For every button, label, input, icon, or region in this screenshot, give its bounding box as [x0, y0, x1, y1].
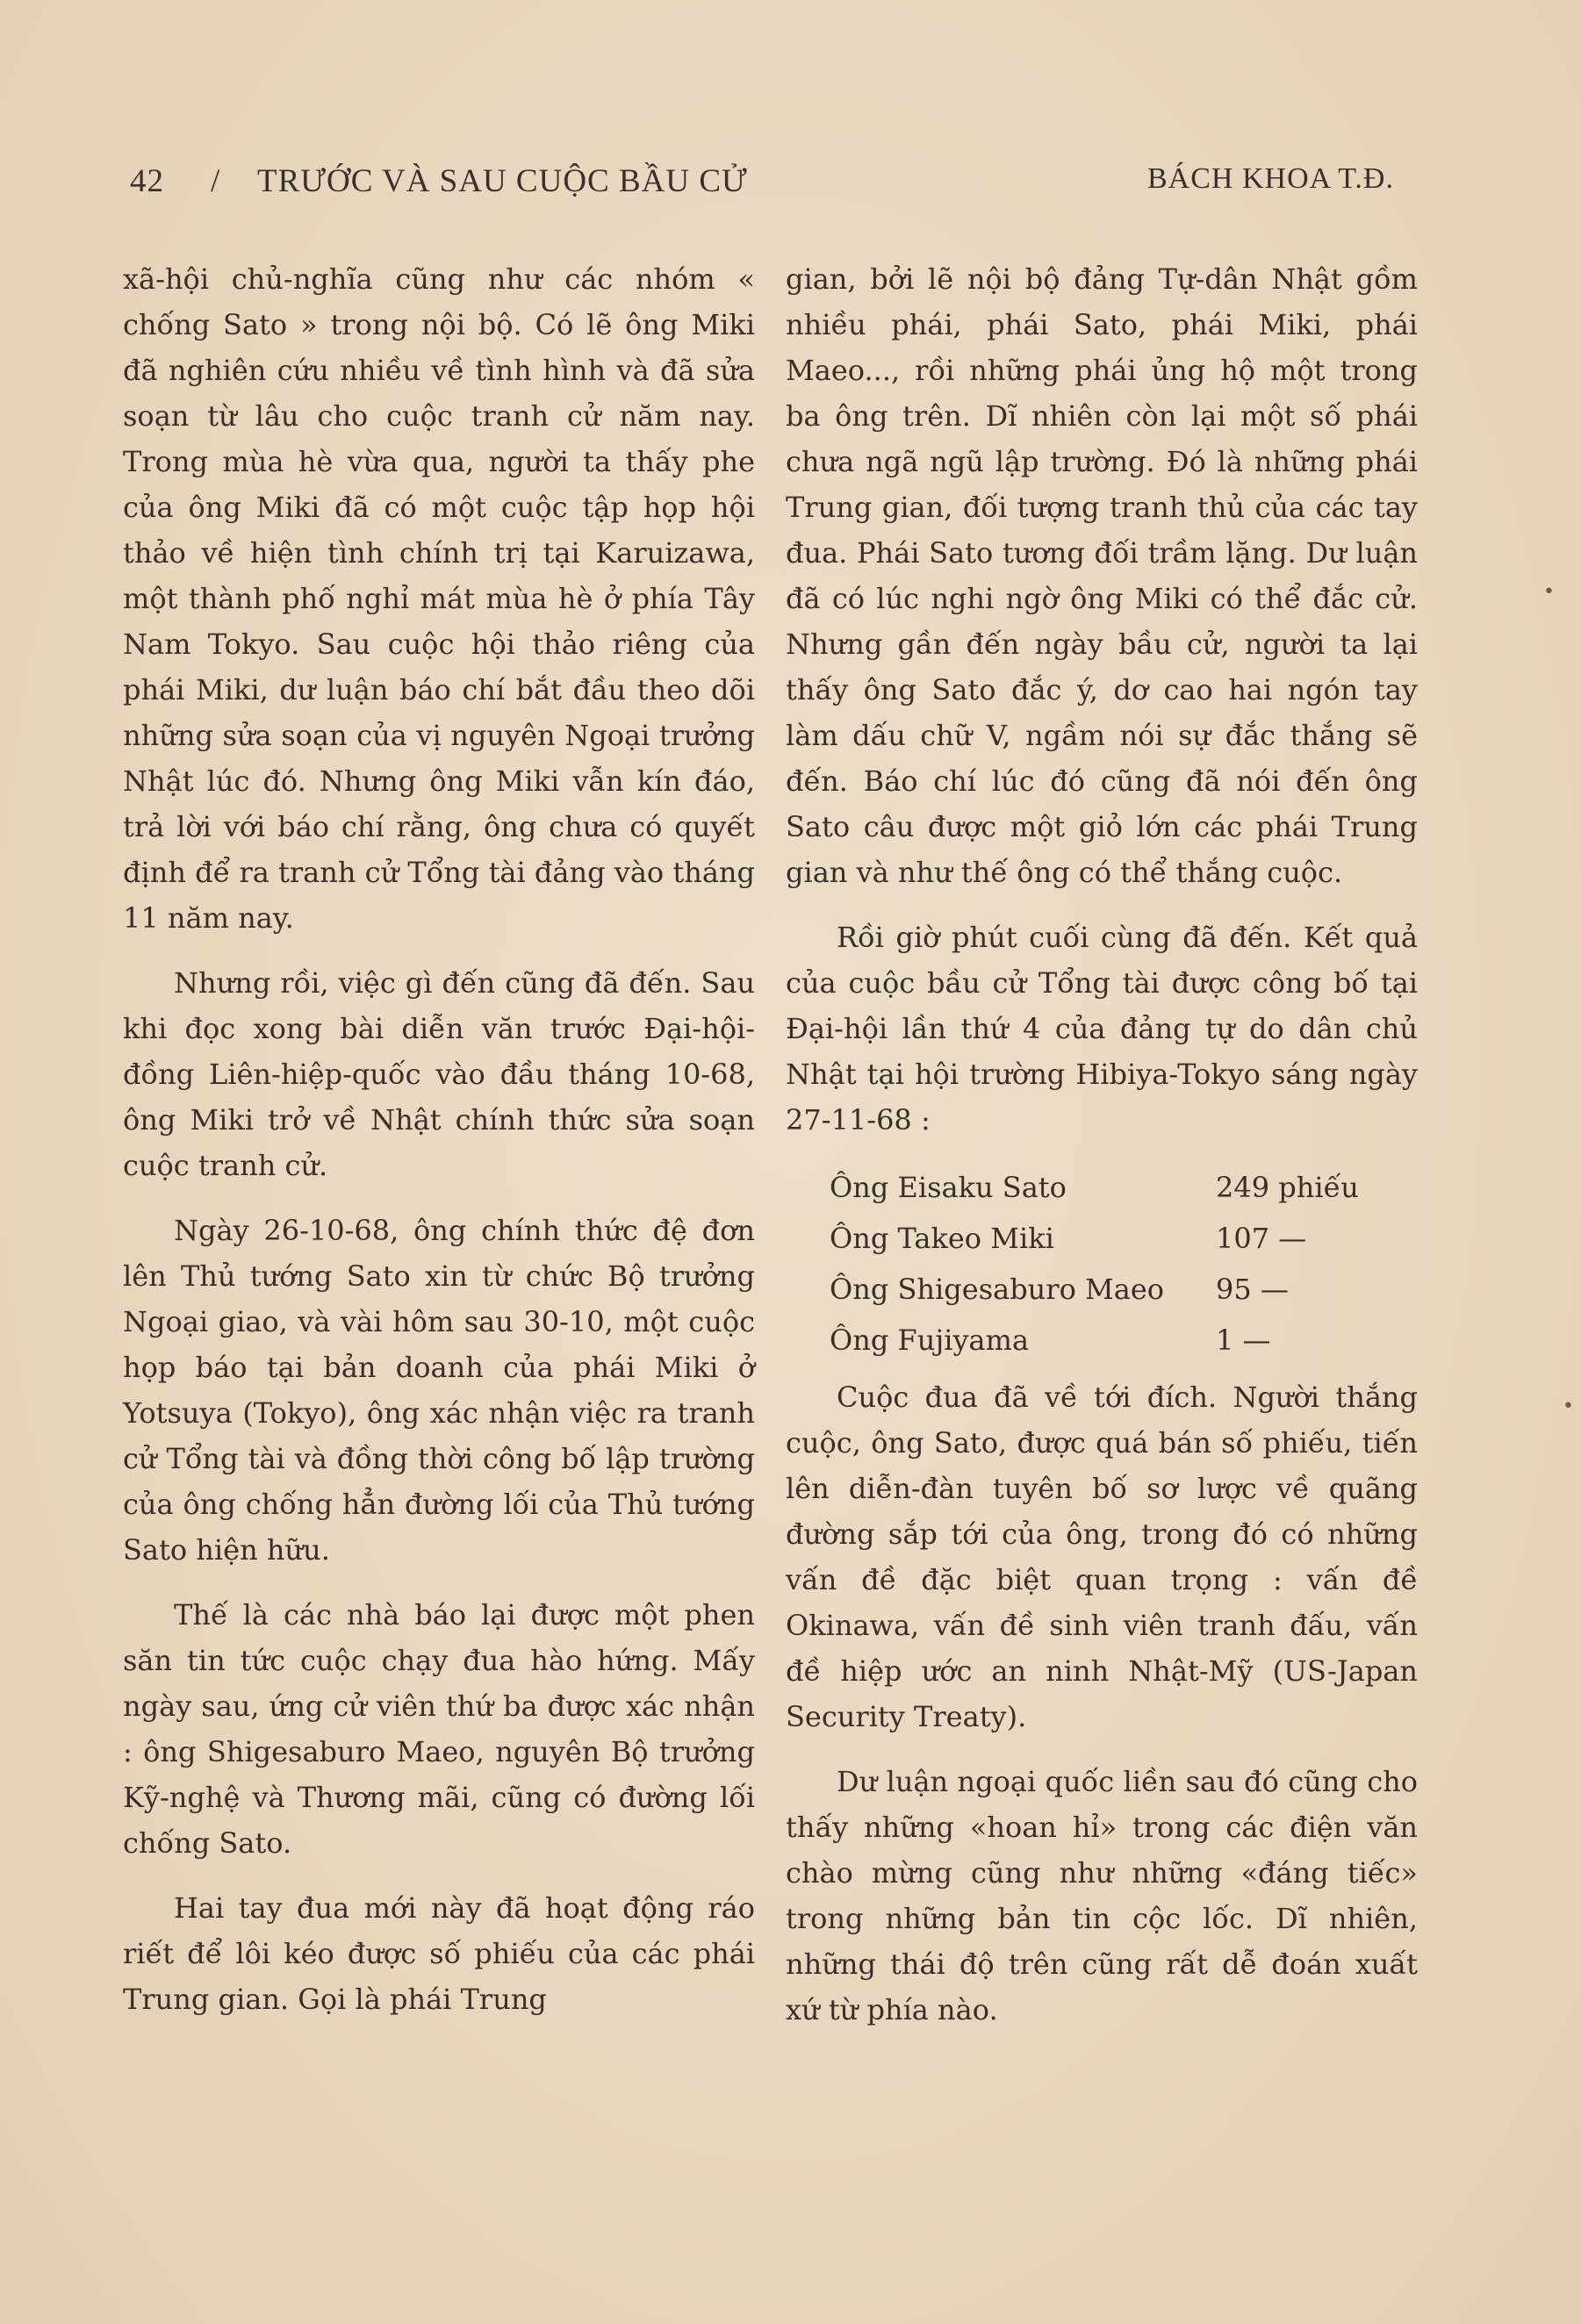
paragraph: Cuộc đua đã về tới đích. Người thắng cuộc, ông Sato, được quá bán số phiếu, tiến lên diễn-đàn tuyên bố sơ lược về quãng đường sắp tới của ông, trong đó có những vấn đề đặc biệt quan trọng : vấn đề Okinawa, vấn đề sinh viên tranh đấu, vấn đề hiệp ước an ninh Nhật-Mỹ (US-Japan Security Treaty). [786, 1381, 1418, 1733]
header-separator: / [211, 163, 221, 199]
margin-mark: • [1563, 1395, 1574, 1417]
left-column [123, 256, 755, 2041]
paragraph: gian, bởi lẽ nội bộ đảng Tự-dân Nhật gồm nhiều phái, phái Sato, phái Miki, phái Maeo..., rồi những phái ủng hộ một trong ba ông trên. Dĩ nhiên còn lại một số phái chưa ngã ngũ lập trường. Đó là những phái Trung gian, đối tượng tranh thủ của các tay đua. Phái Sato tương đối trầm lặng. Dư luận đã có lúc nghi ngờ ông Miki có thể đắc cử. Nhưng gần đến ngày bầu cử, người ta lại thấy ông Sato đắc ý, dơ cao hai ngón tay làm dấu chữ V, ngầm nói sự đắc thắng sẽ đến. Báo chí lúc đó cũng đã nói đến ông Sato câu được một giỏ lớn các phái Trung gian và như thế ông có thể thắng cuộc. [786, 262, 1418, 889]
vote-count: 1 — [1216, 1323, 1271, 1357]
page-number: 42 [130, 163, 164, 199]
vote-row [830, 1162, 1418, 1213]
page-header [130, 162, 1394, 206]
paragraph: Nhưng rồi, việc gì đến cũng đã đến. Sau khi đọc xong bài diễn văn trước Đại-hội-đồng Liên-hiệp-quốc vào đầu tháng 10-68, ông Miki trở về Nhật chính thức sửa soạn cuộc tranh cử. [123, 966, 755, 1182]
vote-count: 107 — [1216, 1222, 1307, 1255]
right-column [786, 256, 1418, 2052]
vote-results-table [830, 1162, 1418, 1366]
vote-row [830, 1264, 1418, 1315]
candidate-name: Ông Fujiyama [830, 1323, 1030, 1357]
vote-count: 249 phiếu [1216, 1171, 1359, 1204]
paragraph: Ngày 26-10-68, ông chính thức đệ đơn lên Thủ tướng Sato xin từ chức Bộ trưởng Ngoại giao, và vài hôm sau 30-10, một cuộc họp báo tại bản doanh của phái Miki ở Yotsuya (Tokyo), ông xác nhận việc ra tranh cử Tổng tài và đồng thời công bố lập trường của ông chống hẳn đường lối của Thủ tướng Sato hiện hữu. [123, 1214, 755, 1567]
paragraph: Hai tay đua mới này đã hoạt động ráo riết để lôi kéo được số phiếu của các phái Trung gian. Gọi là phái Trung [123, 1891, 755, 2016]
article-title: TRƯỚC VÀ SAU CUỘC BẦU CỬ [257, 163, 748, 199]
paragraph: Thế là các nhà báo lại được một phen săn tin tức cuộc chạy đua hào hứng. Mấy ngày sau, ứng cử viên thứ ba được xác nhận : ông Shigesaburo Maeo, nguyên Bộ trưởng Kỹ-nghệ và Thương mãi, cũng có đường lối chống Sato. [123, 1598, 755, 1860]
paragraph: Dư luận ngoại quốc liền sau đó cũng cho thấy những «hoan hỉ» trong các điện văn chào mừng cũng như những «đáng tiếc» trong những bản tin cộc lốc. Dĩ nhiên, những thái độ trên cũng rất dễ đoán xuất xứ từ phía nào. [786, 1765, 1418, 2026]
margin-mark: • [1543, 581, 1555, 603]
vote-row [830, 1213, 1418, 1264]
vote-count: 95 — [1216, 1273, 1289, 1306]
candidate-name: Ông Takeo Miki [830, 1222, 1054, 1255]
candidate-name: Ông Eisaku Sato [830, 1171, 1067, 1204]
paragraph: xã-hội chủ-nghĩa cũng như các nhóm « chống Sato » trong nội bộ. Có lẽ ông Miki đã nghiên cứu nhiều về tình hình và đã sửa soạn từ lâu cho cuộc tranh cử năm nay. Trong mùa hè vừa qua, người ta thấy phe của ông Miki đã có một cuộc tập họp hội thảo về hiện tình chính trị tại Karuizawa, một thành phố nghỉ mát mùa hè ở phía Tây Nam Tokyo. Sau cuộc hội thảo riêng của phái Miki, dư luận báo chí bắt đầu theo dõi những sửa soạn của vị nguyên Ngoại trưởng Nhật lúc đó. Nhưng ông Miki vẫn kín đáo, trả lời với báo chí rằng, ông chưa có quyết định để ra tranh cử Tổng tài đảng vào tháng 11 năm nay. [123, 262, 755, 935]
vote-row [830, 1315, 1418, 1366]
candidate-name: Ông Shigesaburo Maeo [830, 1273, 1165, 1306]
paragraph: Rồi giờ phút cuối cùng đã đến. Kết quả của cuộc bầu cử Tổng tài được công bố tại Đại-hội lần thứ 4 của đảng tự do dân chủ Nhật tại hội trường Hibiya-Tokyo sáng ngày 27-11-68 : [786, 921, 1418, 1137]
journal-name: BÁCH KHOA T.Đ. [1147, 162, 1394, 195]
